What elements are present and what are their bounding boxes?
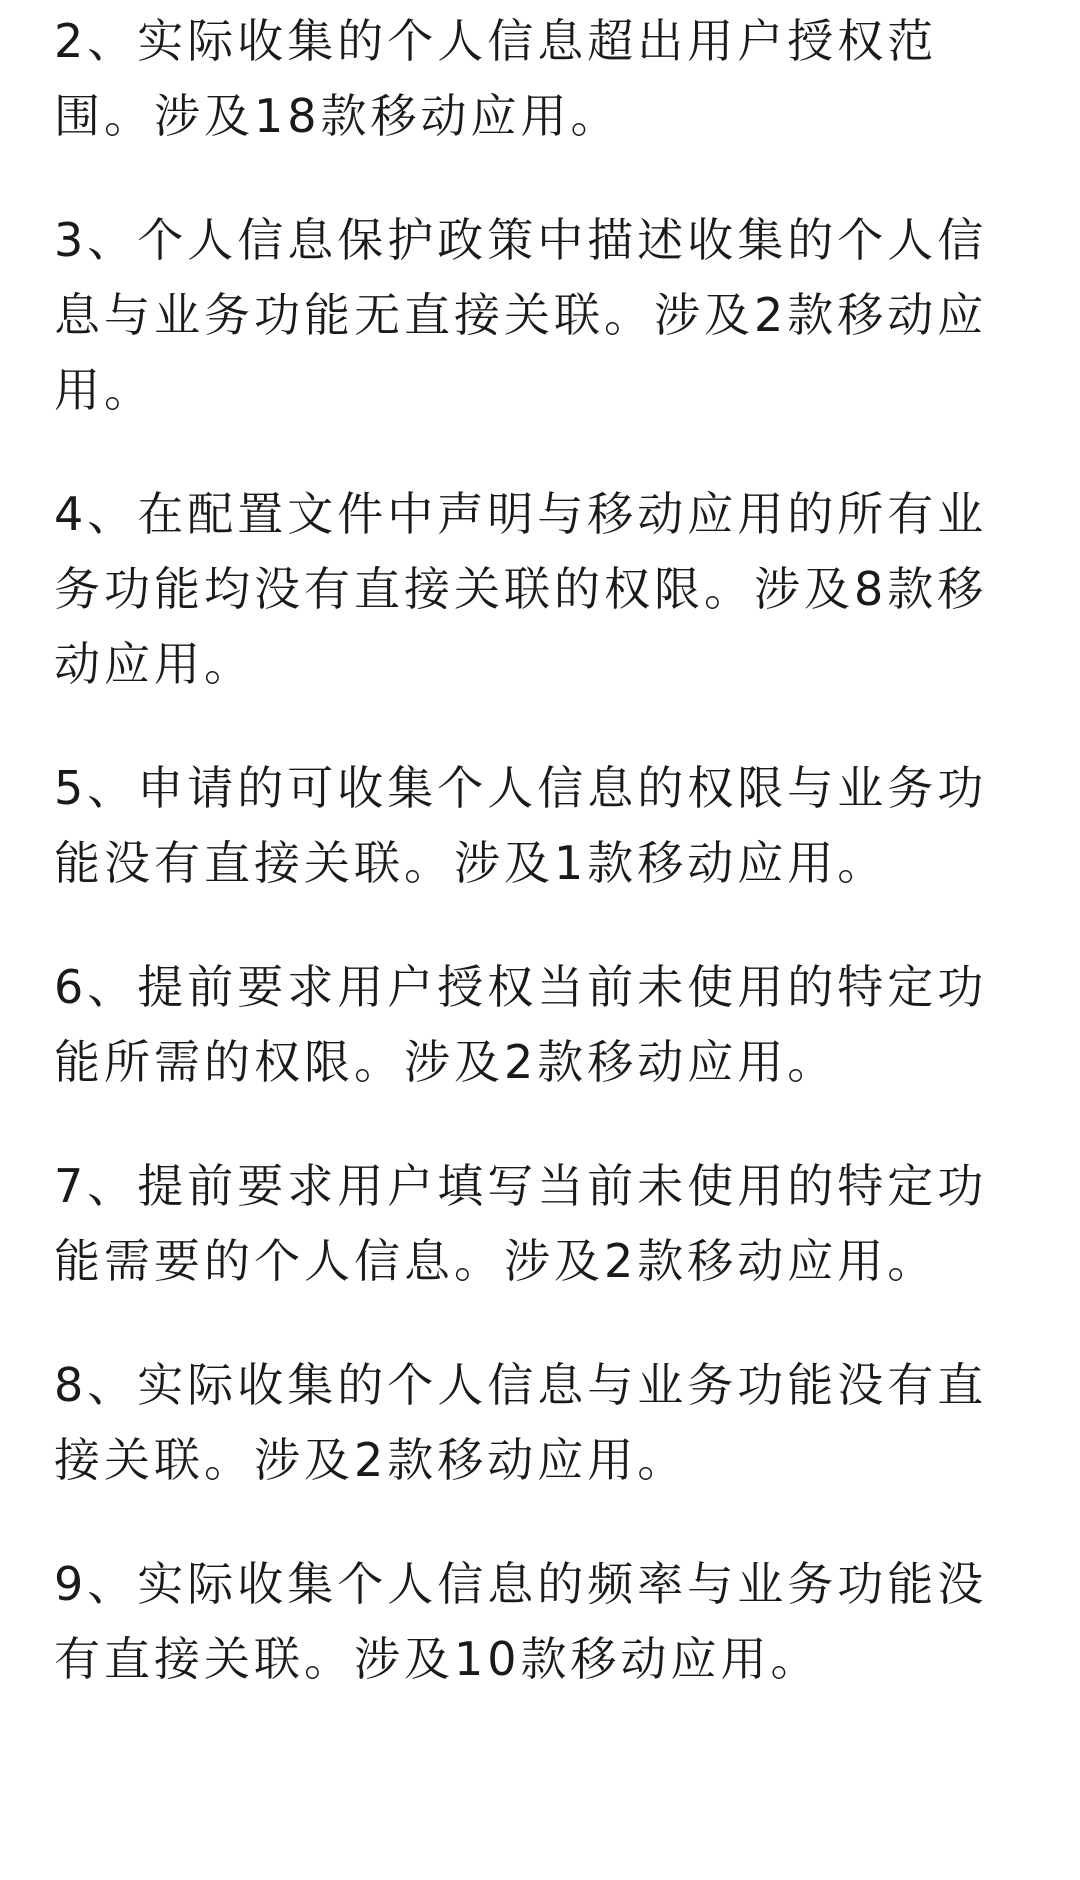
- list-item: 6、提前要求用户授权当前未使用的特定功能所需的权限。涉及2款移动应用。: [54, 960, 988, 1089]
- article-body: [54, 4, 1032, 1697]
- list-item: 3、个人信息保护政策中描述收集的个人信息与业务功能无直接关联。涉及2款移动应用。: [54, 213, 988, 417]
- list-item: 2、实际收集的个人信息超出用户授权范围。涉及18款移动应用。: [54, 14, 938, 143]
- list-item: 5、申请的可收集个人信息的权限与业务功能没有直接关联。涉及1款移动应用。: [54, 761, 988, 890]
- list-item: 9、实际收集个人信息的频率与业务功能没有直接关联。涉及10款移动应用。: [54, 1557, 988, 1686]
- list-item: 4、在配置文件中声明与移动应用的所有业务功能均没有直接关联的权限。涉及8款移动应用。: [54, 487, 988, 691]
- list-item: 8、实际收集的个人信息与业务功能没有直接关联。涉及2款移动应用。: [54, 1358, 988, 1487]
- list-item: 7、提前要求用户填写当前未使用的特定功能需要的个人信息。涉及2款移动应用。: [54, 1159, 988, 1288]
